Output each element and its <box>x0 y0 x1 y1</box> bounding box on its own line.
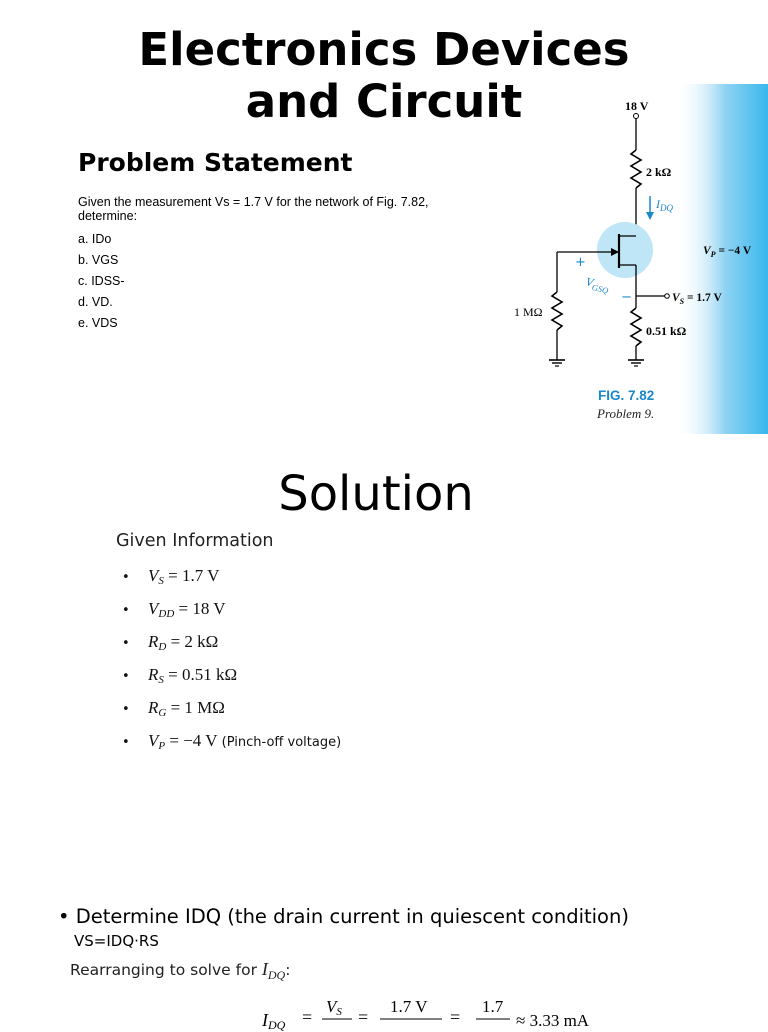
vp-label: $V_P = -4$ V <box>703 245 752 259</box>
problem-item-d: d. VD. <box>78 295 113 309</box>
idq-formula <box>260 992 620 1032</box>
vgs-label: $V_{GSQ}$ <box>584 274 610 296</box>
formula-num3: 1.7 <box>482 997 504 1016</box>
given-item: • $V_{DD} = 18$ V <box>122 599 226 620</box>
id-label: $I_{DQ}$ <box>656 197 673 213</box>
given-item: • $R_D = 2$ kΩ <box>122 632 219 653</box>
formula-eq3: = <box>450 1007 461 1027</box>
vgs-minus: − <box>621 290 632 305</box>
rg-value-label: 1 MΩ <box>514 305 543 319</box>
rd-label: 2 kΩ <box>646 165 672 179</box>
formula-lhs: IDQ <box>262 1010 286 1032</box>
jfet-highlight <box>597 222 653 278</box>
rearranging-text: Rearranging to solve for $I_{DQ}$: <box>70 959 291 983</box>
supply-terminal <box>634 114 639 119</box>
supply-label: 18 V <box>625 99 649 113</box>
page-title: Electronics Devices and Circuit <box>138 23 630 128</box>
vs-label: $V_S = 1.7$ V <box>672 292 722 306</box>
rs-label: 0.51 kΩ <box>646 324 687 338</box>
vs-equation: VS=IDQ·RS <box>74 932 159 950</box>
given-item: • $R_S = 0.51$ kΩ <box>122 665 238 686</box>
problem-item-b: b. VGS <box>78 253 119 267</box>
formula-result: ≈ 3.33 mA <box>516 1011 590 1030</box>
formula-num1: VS <box>326 997 342 1018</box>
formula-eq1: = <box>302 1007 313 1027</box>
solution-heading: Solution <box>278 466 474 522</box>
fig-number: FIG. 7.82 <box>598 388 655 403</box>
given-item: • $R_G = 1$ MΩ <box>122 698 225 719</box>
given-heading: Given Information <box>116 531 274 551</box>
problem-text: Given the measurement Vs = 1.7 V for the network of Fig. 7.82, determine: <box>78 195 429 223</box>
problem-item-e: e. VDS <box>78 316 118 330</box>
determine-idq-bullet: • Determine IDQ (the drain current in quiescent condition) <box>58 905 629 928</box>
formula-num2: 1.7 V <box>390 997 428 1016</box>
given-item: • $V_P = -4$ V (Pinch-off voltage) <box>122 731 342 752</box>
problem-heading: Problem Statement <box>78 148 353 177</box>
problem-item-a: a. IDo <box>78 232 112 246</box>
fig-caption: Problem 9. <box>597 406 655 421</box>
given-item: • $V_S = 1.7$ V <box>122 566 220 587</box>
problem-item-c: c. IDSS- <box>78 274 125 288</box>
circuit-figure <box>535 84 768 434</box>
rg-resistor <box>552 292 562 330</box>
vs-terminal <box>665 294 670 299</box>
formula-eq2: = <box>358 1007 369 1027</box>
vgs-plus: + <box>575 255 586 270</box>
